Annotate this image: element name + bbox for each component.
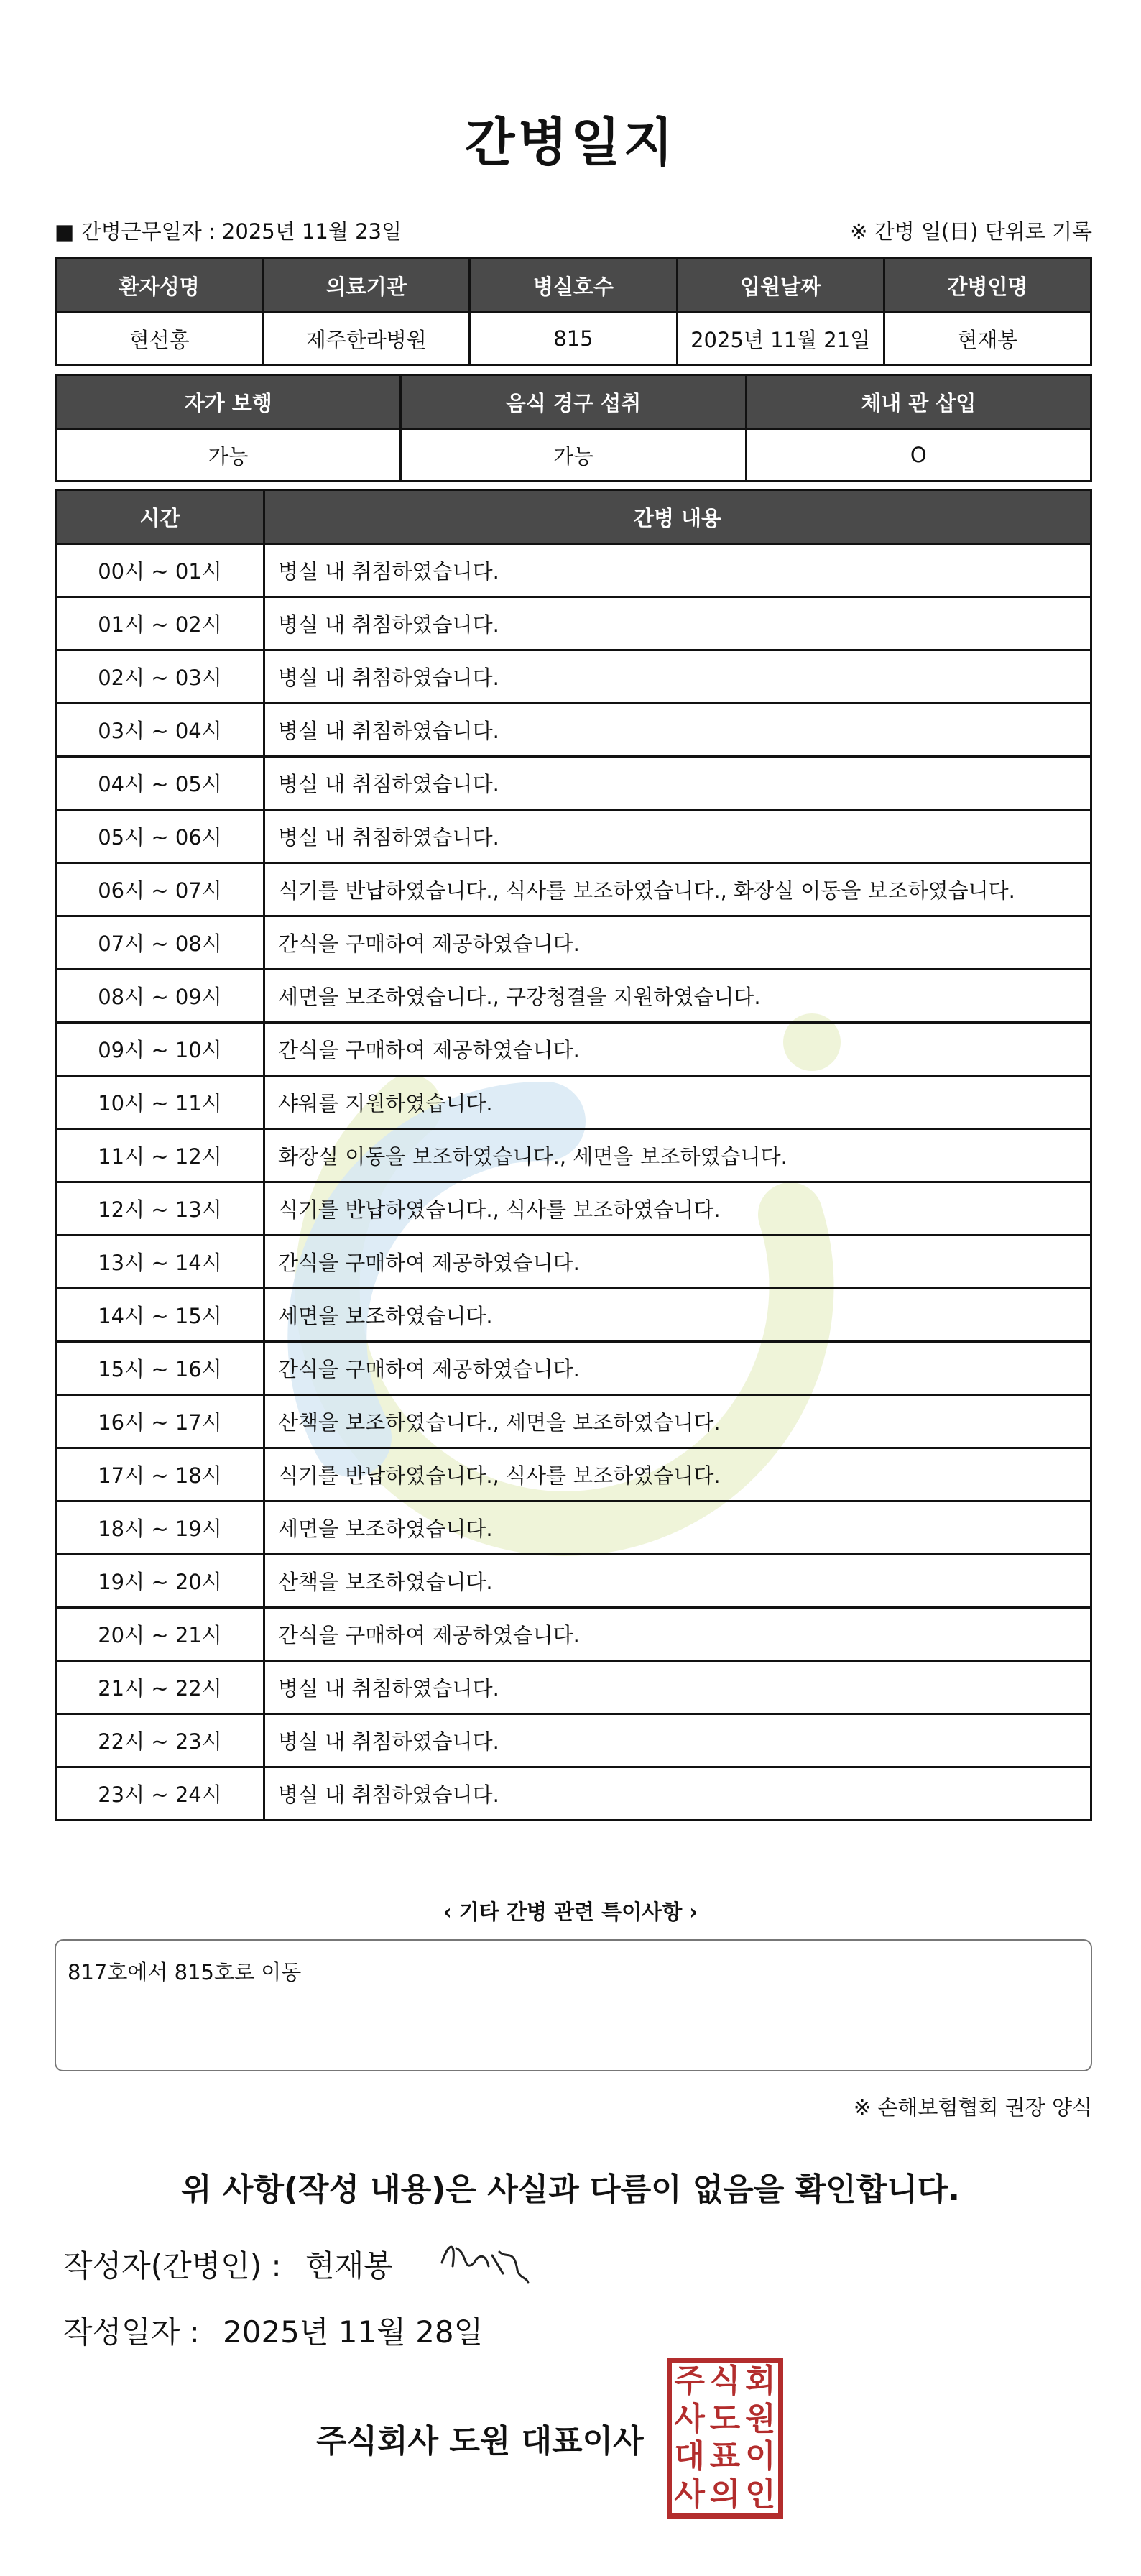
table-row	[56, 1076, 1091, 1129]
table-row	[56, 970, 1091, 1023]
signature	[435, 2234, 535, 2291]
oral-intake-status: 가능	[401, 429, 746, 482]
log-time: 18시 ~ 19시	[56, 1501, 264, 1555]
log-content: 식기를 반납하였습니다., 식사를 보조하였습니다.	[264, 1182, 1091, 1236]
log-time: 07시 ~ 08시	[56, 916, 264, 970]
log-time: 04시 ~ 05시	[56, 757, 264, 810]
log-content: 세면을 보조하였습니다., 구강청결을 지원하였습니다.	[264, 970, 1091, 1023]
log-time: 03시 ~ 04시	[56, 704, 264, 757]
tube-status: O	[746, 429, 1091, 482]
work-date-value: 2025년 11월 23일	[221, 219, 402, 244]
patient-name: 현선홍	[56, 313, 263, 365]
table-row	[56, 650, 1091, 704]
hospital: 제주한라병원	[263, 313, 470, 365]
log-content: 병실 내 취침하였습니다.	[264, 1661, 1091, 1714]
room-number: 815	[470, 313, 677, 365]
log-content: 식기를 반납하였습니다., 식사를 보조하였습니다.	[264, 1448, 1091, 1501]
log-time: 01시 ~ 02시	[56, 597, 264, 650]
header-care-content: 간병 내용	[264, 490, 1091, 544]
seal-char: 도	[709, 2400, 741, 2437]
header-patient-name: 환자성명	[56, 259, 263, 313]
table-row	[56, 1661, 1091, 1714]
company-representative: 주식회사 도원 대표이사	[316, 2423, 644, 2460]
table-row	[56, 916, 1091, 970]
log-time: 09시 ~ 10시	[56, 1023, 264, 1076]
seal-char: 회	[745, 2363, 776, 2400]
table-row	[56, 1448, 1091, 1501]
table-row	[56, 1129, 1091, 1182]
log-time: 08시 ~ 09시	[56, 970, 264, 1023]
log-content: 병실 내 취침하였습니다.	[264, 1767, 1091, 1821]
unit-note: ※ 간병 일(日) 단위로 기록	[850, 219, 1092, 244]
table-row	[56, 1182, 1091, 1236]
log-time: 12시 ~ 13시	[56, 1182, 264, 1236]
header-time: 시간	[56, 490, 264, 544]
log-time: 16시 ~ 17시	[56, 1395, 264, 1448]
walking-status: 가능	[56, 429, 401, 482]
caregiver-name: 현재봉	[884, 313, 1091, 365]
log-time: 00시 ~ 01시	[56, 544, 264, 597]
confirm-statement: 위 사항(작성 내용)은 사실과 다름이 없음을 확인합니다.	[181, 2171, 960, 2208]
seal-char: 원	[745, 2400, 776, 2437]
log-time: 15시 ~ 16시	[56, 1342, 264, 1395]
log-time: 05시 ~ 06시	[56, 810, 264, 863]
work-date-label: ■ 간병근무일자 :	[55, 219, 216, 244]
log-time: 21시 ~ 22시	[56, 1661, 264, 1714]
seal-char: 인	[745, 2475, 776, 2513]
header-tube: 체내 관 삽입	[746, 375, 1091, 429]
table-row	[56, 1555, 1091, 1608]
table-row	[56, 863, 1091, 916]
log-time: 20시 ~ 21시	[56, 1608, 264, 1661]
log-time: 23시 ~ 24시	[56, 1767, 264, 1821]
remarks-text: 817호에서 815호로 이동	[68, 1960, 302, 1984]
remarks-title: ‹ 기타 간병 관련 특이사항 ›	[443, 1900, 698, 1924]
log-content: 간식을 구매하여 제공하였습니다.	[264, 1342, 1091, 1395]
log-time: 10시 ~ 11시	[56, 1076, 264, 1129]
table-row	[56, 757, 1091, 810]
log-content: 간식을 구매하여 제공하였습니다.	[264, 1608, 1091, 1661]
seal-char: 사	[674, 2400, 705, 2437]
log-time: 14시 ~ 15시	[56, 1289, 264, 1342]
table-row	[56, 1501, 1091, 1555]
log-content: 세면을 보조하였습니다.	[264, 1501, 1091, 1555]
header-admission-date: 입원날짜	[677, 259, 884, 313]
company-seal	[667, 2358, 783, 2518]
seal-char: 의	[709, 2475, 741, 2513]
table-row	[56, 1608, 1091, 1661]
page-title: 간병일지	[464, 112, 677, 172]
log-content: 병실 내 취침하였습니다.	[264, 650, 1091, 704]
table-row	[56, 1023, 1091, 1076]
seal-char: 식	[709, 2363, 741, 2400]
seal-char: 이	[745, 2438, 776, 2475]
seal-char: 대	[674, 2438, 705, 2475]
header-walking: 자가 보행	[56, 375, 401, 429]
care-log-rows	[56, 544, 1091, 1821]
care-log-table	[55, 489, 1092, 1821]
log-content: 식기를 반납하였습니다., 식사를 보조하였습니다., 화장실 이동을 보조하였습니다.	[264, 863, 1091, 916]
log-time: 11시 ~ 12시	[56, 1129, 264, 1182]
recommend-note: ※ 손해보험협회 권장 양식	[853, 2095, 1092, 2120]
written-date-label: 작성일자 :	[63, 2314, 200, 2350]
table-row	[56, 544, 1091, 597]
log-time: 06시 ~ 07시	[56, 863, 264, 916]
log-content: 화장실 이동을 보조하였습니다., 세면을 보조하였습니다.	[264, 1129, 1091, 1182]
log-content: 병실 내 취침하였습니다.	[264, 757, 1091, 810]
log-time: 19시 ~ 20시	[56, 1555, 264, 1608]
header-caregiver: 간병인명	[884, 259, 1091, 313]
log-content: 병실 내 취침하였습니다.	[264, 597, 1091, 650]
admission-date: 2025년 11월 21일	[677, 313, 884, 365]
log-content: 병실 내 취침하였습니다.	[264, 704, 1091, 757]
header-room: 병실호수	[470, 259, 677, 313]
log-content: 간식을 구매하여 제공하였습니다.	[264, 1023, 1091, 1076]
table-row	[56, 1767, 1091, 1821]
written-date-value: 2025년 11월 28일	[223, 2314, 484, 2350]
writer-name: 현재봉	[305, 2248, 393, 2283]
table-row	[56, 597, 1091, 650]
log-content: 병실 내 취침하였습니다.	[264, 544, 1091, 597]
log-time: 13시 ~ 14시	[56, 1236, 264, 1289]
table-row	[56, 1289, 1091, 1342]
log-content: 간식을 구매하여 제공하였습니다.	[264, 916, 1091, 970]
log-time: 22시 ~ 23시	[56, 1714, 264, 1767]
log-content: 병실 내 취침하였습니다.	[264, 1714, 1091, 1767]
log-content: 산책을 보조하였습니다.	[264, 1555, 1091, 1608]
log-content: 세면을 보조하였습니다.	[264, 1289, 1091, 1342]
table-row	[56, 1342, 1091, 1395]
header-hospital: 의료기관	[263, 259, 470, 313]
log-content: 산책을 보조하였습니다., 세면을 보조하였습니다.	[264, 1395, 1091, 1448]
seal-char: 주	[674, 2363, 705, 2400]
log-time: 17시 ~ 18시	[56, 1448, 264, 1501]
patient-info-table	[55, 257, 1092, 366]
seal-char: 사	[674, 2475, 705, 2513]
writer-label: 작성자(간병인) :	[63, 2248, 282, 2283]
patient-status-table	[55, 374, 1092, 482]
log-time: 02시 ~ 03시	[56, 650, 264, 704]
log-content: 병실 내 취침하였습니다.	[264, 810, 1091, 863]
seal-char: 표	[709, 2438, 741, 2475]
table-row	[56, 1714, 1091, 1767]
table-row	[56, 1395, 1091, 1448]
header-oral-intake: 음식 경구 섭취	[401, 375, 746, 429]
log-content: 샤워를 지원하였습니다.	[264, 1076, 1091, 1129]
table-row	[56, 810, 1091, 863]
work-date	[55, 216, 402, 245]
table-row	[56, 1236, 1091, 1289]
log-content: 간식을 구매하여 제공하였습니다.	[264, 1236, 1091, 1289]
table-row	[56, 704, 1091, 757]
